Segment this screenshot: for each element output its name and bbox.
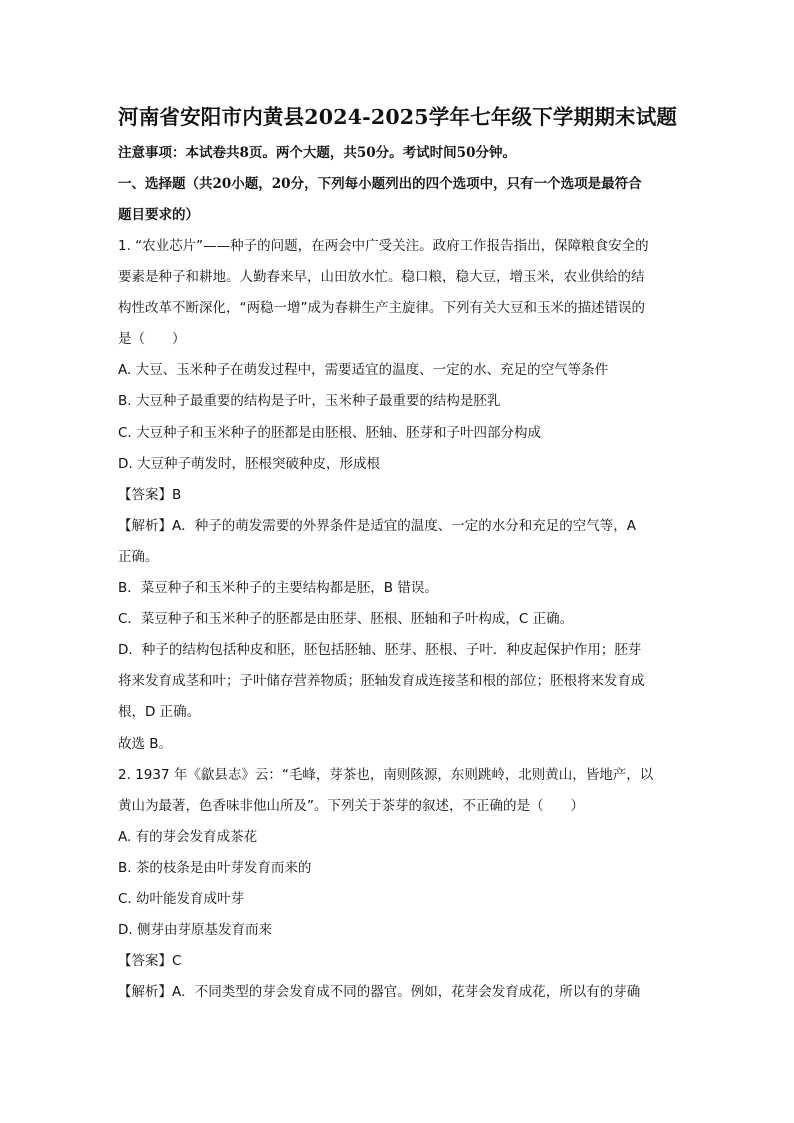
option-b: B. 茶的枝条是由叶芽发育而来的 [118,859,312,876]
option-d: D. 侧芽由芽原基发育而来 [118,922,272,939]
option-a: A. 大豆、玉米种子在萌发过程中，需要适宜的温度、一定的水、充足的空气等条件 [118,362,609,379]
analysis-line: 正确。 [118,548,159,565]
analysis-line: 故选 B。 [118,735,173,752]
analysis-line: B．菜豆种子和玉米种子的主要结构都是胚，B 错误。 [118,580,438,597]
section-heading-line-2: 题目要求的） [118,207,199,223]
question-stem-line: 要素是种子和耕地。人勤春来早，山田放水忙。稳口粮，稳大豆，增玉米，农业供给的结 [118,269,645,286]
question-stem-line: 黄山为最著，色香味非他山所及”。下列关于茶芽的叙述，不正确的是（ ） [118,797,584,814]
question-1 [118,231,678,760]
analysis-line: 【解析】A．不同类型的芽会发育成不同的器官。例如，花芽会发育成花，所以有的芽确 [118,984,641,1001]
option-a: A. 有的芽会发育成茶花 [118,828,258,845]
option-d: D. 大豆种子萌发时，胚根突破种皮，形成根 [118,455,380,472]
analysis-line: 根，D 正确。 [118,704,201,721]
question-stem-line: 1. “农业芯片”——种子的问题，在两会中广受关注。政府工作报告指出，保障粮食安全的 [118,238,649,254]
exam-notice: 注意事项：本试卷共8页。两个大题，共50分。考试时间50分钟。 [118,145,516,161]
question-stem-line: 构性改革不断深化，“两稳一增”成为春耕生产主旋律。下列有关大豆和玉米的描述错误的 [118,300,645,317]
option-c: C. 幼叶能发育成叶芽 [118,890,245,907]
option-b: B. 大豆种子最重要的结构是子叶，玉米种子最重要的结构是胚乳 [118,393,501,410]
analysis-line: D．种子的结构包括种皮和胚，胚包括胚轴、胚芽、胚根、子叶．种皮起保护作用；胚芽 [118,642,642,659]
section-heading-line-1: 一、选择题（共20小题，20分，下列每小题列出的四个选项中，只有一个选项是最符合 [118,176,642,192]
analysis-line: 将来发育成茎和叶；子叶储存营养物质；胚轴发育成连接茎和根的部位；胚根将来发育成 [118,673,645,690]
question-2 [118,760,678,1009]
analysis-line: 【解析】A．种子的萌发需要的外界条件是适宜的温度、一定的水分和充足的空气等，A [118,517,636,534]
analysis-line: C．菜豆种子和玉米种子的胚都是由胚芽、胚根、胚轴和子叶构成，C 正确。 [118,611,574,628]
answer-label: 【答案】C [118,953,182,970]
question-stem-line: 是（ ） [118,331,186,348]
document-title: 河南省安阳市内黄县2024-2025学年七年级下学期期末试题 [118,105,678,129]
question-stem-line: 2. 1937 年《歙县志》云：“毛峰，芽茶也，南则陔源，东则跳岭，北则黄山，皆地产，以 [118,766,654,783]
answer-label: 【答案】B [118,486,182,503]
option-c: C. 大豆种子和玉米种子的胚都是由胚根、胚轴、胚芽和子叶四部分构成 [118,424,542,441]
document-page [118,102,678,1008]
